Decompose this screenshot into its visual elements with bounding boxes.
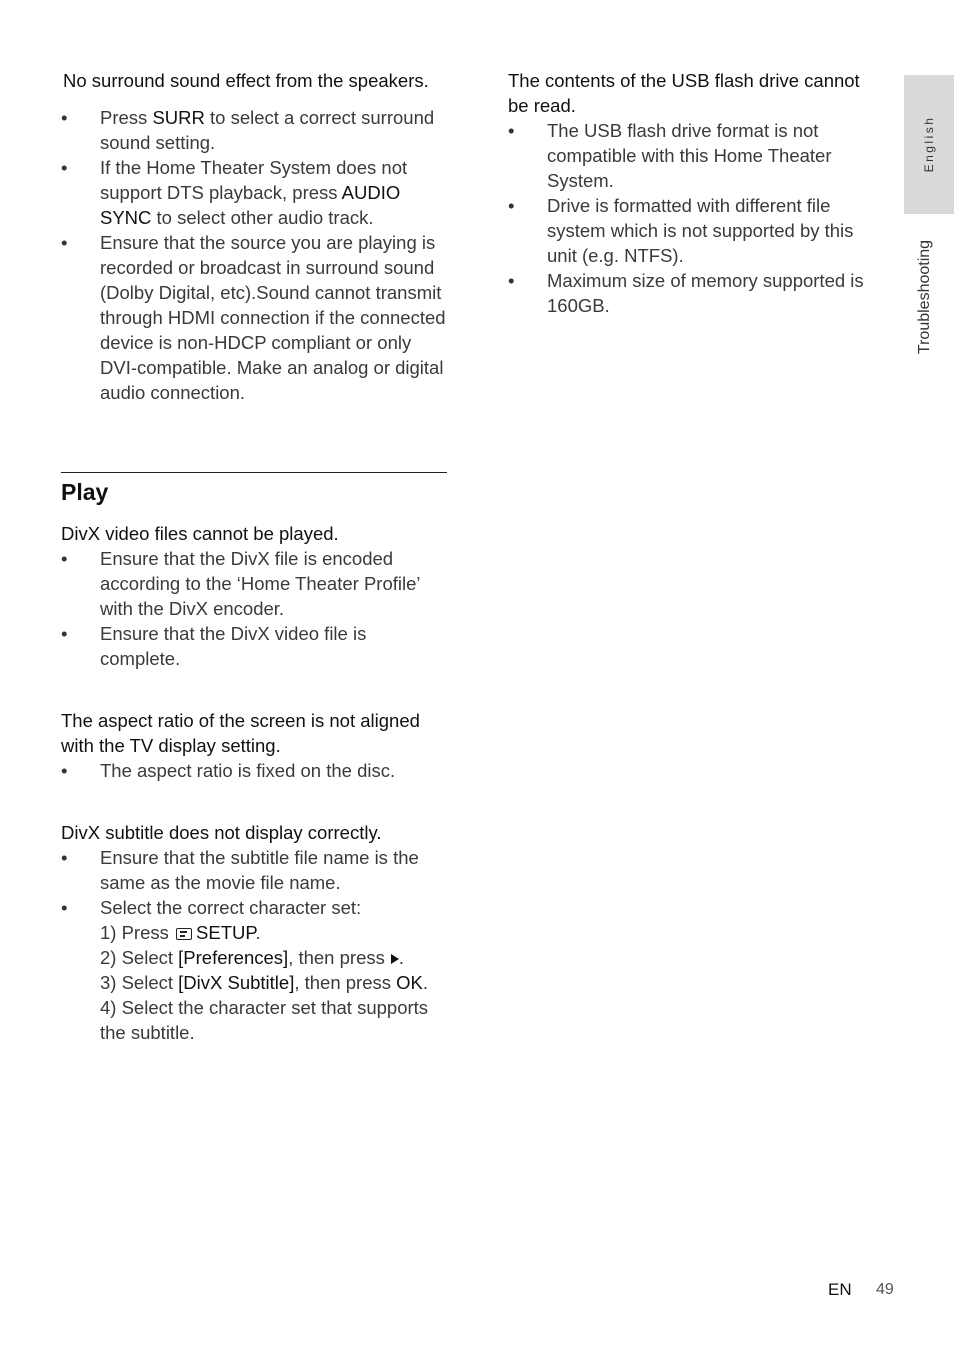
- list-item: [61, 621, 447, 671]
- list-item: [61, 155, 447, 230]
- bullet-icon: •: [61, 232, 68, 253]
- subtitle-block: [61, 820, 447, 1045]
- list-item: [61, 895, 447, 1045]
- page-number: 49: [876, 1281, 894, 1298]
- bullet-icon: •: [61, 107, 68, 128]
- bullet-icon: •: [508, 195, 515, 216]
- aspect-list: [61, 758, 447, 783]
- list-item: [61, 230, 447, 405]
- subtitle-heading: DivX subtitle does not display correctly.: [61, 822, 382, 843]
- item-text: Ensure that the source you are playing is recorded or broadcast in surround sound (Dolby Digital, etc).Sound cannot transmit through HDMI connection if the connected device is non-HDCP compliant or only DVI-compatible. Make an analog or digital audio connection.: [100, 232, 446, 403]
- bullet-icon: •: [61, 760, 68, 781]
- usb-heading: The contents of the USB flash drive cannot be read.: [508, 70, 860, 116]
- usb-block: [508, 68, 880, 318]
- bullet-icon: •: [61, 847, 68, 868]
- key-label: SETUP: [196, 922, 256, 943]
- list-item: [508, 118, 880, 193]
- step-4: 4) Select the character set that supports the subtitle.: [100, 997, 429, 1043]
- list-item: [61, 845, 447, 895]
- list-item: [61, 105, 447, 155]
- subtitle-list: [61, 845, 447, 1045]
- chapter-label: Troubleshooting: [916, 239, 933, 355]
- item-text: Ensure that the DivX video file is complete.: [100, 623, 367, 669]
- item-text: to select other audio track.: [151, 207, 374, 228]
- aspect-block: [61, 708, 447, 783]
- step-1: 1) Press SETUP.: [100, 922, 261, 943]
- bullet-icon: •: [508, 120, 515, 141]
- key-label: SURR: [152, 107, 205, 128]
- item-text: Ensure that the DivX file is encoded according to the ‘Home Theater Profile’ with the DivX encoder.: [100, 548, 420, 619]
- list-item: [508, 193, 880, 268]
- item-text: Maximum size of memory supported is 160GB.: [547, 270, 864, 316]
- language-label: English: [922, 115, 936, 173]
- surround-heading: No surround sound effect from the speakers.: [63, 70, 429, 91]
- right-column: [508, 68, 880, 318]
- list-item: [508, 268, 880, 318]
- key-label: OK: [396, 972, 423, 993]
- list-item: [61, 758, 447, 783]
- bullet-icon: •: [61, 157, 68, 178]
- divx-video-block: [61, 521, 447, 671]
- bullet-icon: •: [61, 897, 68, 918]
- key-label: AUDIO SYNC: [100, 182, 401, 228]
- setup-menu-icon: [176, 928, 192, 940]
- left-column: [61, 68, 447, 1045]
- step-2: 2) Select [Preferences], then press .: [100, 947, 404, 968]
- list-item: [61, 546, 447, 621]
- menu-label: [Preferences]: [178, 947, 289, 968]
- section-title-play: Play: [61, 479, 109, 505]
- bullet-icon: •: [61, 623, 68, 644]
- right-arrow-icon: [391, 954, 399, 964]
- divx-video-list: [61, 546, 447, 671]
- surround-list: [61, 105, 447, 405]
- item-text: Press: [100, 107, 153, 128]
- footer-language: EN: [828, 1280, 852, 1299]
- item-text: The USB flash drive format is not compatible with this Home Theater System.: [547, 120, 832, 191]
- bullet-icon: •: [508, 270, 515, 291]
- bullet-icon: •: [61, 548, 68, 569]
- item-text: Drive is formatted with different file system which is not supported by this unit (e.g. NTFS).: [547, 195, 854, 266]
- surround-block: [61, 68, 447, 405]
- usb-list: [508, 118, 880, 318]
- menu-label: [DivX Subtitle]: [178, 972, 295, 993]
- item-text: Select the correct character set:: [100, 897, 362, 918]
- item-text: Ensure that the subtitle file name is the same as the movie file name.: [100, 847, 419, 893]
- step-3: 3) Select [DivX Subtitle], then press OK.: [100, 972, 429, 993]
- divx-video-heading: DivX video files cannot be played.: [61, 523, 339, 544]
- item-text: to select a correct surround sound setting.: [100, 107, 435, 153]
- item-text: The aspect ratio is fixed on the disc.: [100, 760, 396, 781]
- item-text: If the Home Theater System does not support DTS playback, press: [100, 157, 408, 203]
- section-divider: [61, 472, 447, 473]
- aspect-heading: The aspect ratio of the screen is not aligned with the TV display setting.: [61, 710, 420, 756]
